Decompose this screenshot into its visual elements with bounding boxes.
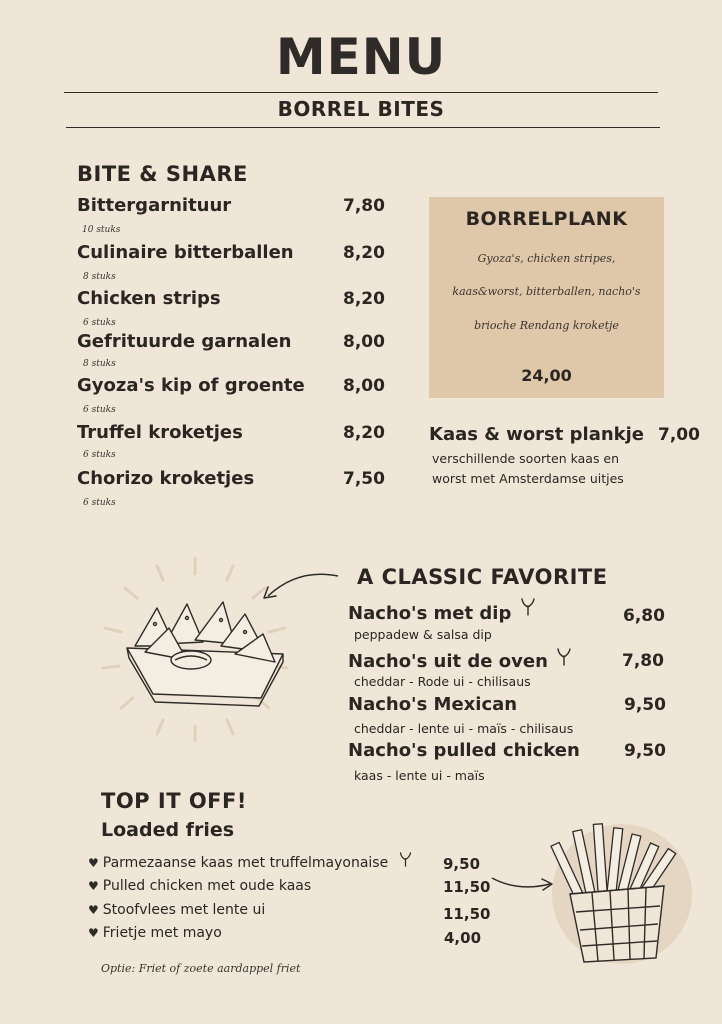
section-heading-bite-share: BITE & SHARE	[77, 162, 248, 186]
menu-item-note: 8 stuks	[83, 359, 116, 369]
menu-item-price: 7,50	[343, 469, 385, 489]
menu-item-price: 8,00	[343, 376, 385, 396]
list-item	[88, 902, 265, 918]
heart-bullet-icon: ♥	[88, 879, 99, 893]
menu-item-name: Nacho's uit de oven	[348, 651, 548, 672]
vegetarian-sprout-icon	[398, 851, 413, 868]
heart-bullet-icon: ♥	[88, 926, 99, 940]
menu-item-name: Truffel kroketjes	[77, 422, 243, 443]
borrelplank-line: brioche Rendang kroketje	[474, 319, 619, 332]
menu-item-price: 6,80	[623, 606, 665, 626]
menu-item-note: 8 stuks	[83, 272, 116, 282]
page-subtitle: BORREL BITES	[277, 97, 445, 121]
menu-item-desc: peppadew & salsa dip	[354, 627, 492, 642]
list-item-name: Frietje met mayo	[102, 925, 222, 941]
list-item-price: 9,50	[443, 855, 481, 873]
list-item-price: 4,00	[444, 929, 482, 947]
divider-bottom	[66, 127, 660, 128]
kaas-worst-desc: verschillende soorten kaas en	[432, 451, 620, 466]
menu-item-price: 8,20	[343, 423, 385, 443]
kaas-worst-name: Kaas & worst plankje	[429, 424, 645, 445]
fries-basket-illustration	[540, 812, 700, 972]
menu-item-price: 7,80	[622, 651, 664, 671]
divider-top	[64, 92, 658, 93]
kaas-worst-desc: worst met Amsterdamse uitjes	[432, 471, 624, 486]
list-item-price: 11,50	[443, 878, 491, 896]
page-title: MENU	[275, 28, 447, 86]
menu-item-note: 6 stuks	[83, 450, 116, 460]
menu-item-name: Culinaire bitterballen	[77, 242, 294, 263]
menu-item-price: 8,00	[343, 332, 385, 352]
menu-item-name: Chorizo kroketjes	[77, 468, 255, 489]
list-item-name: Parmezaanse kaas met truffelmayonaise	[102, 855, 389, 871]
kaas-worst-price: 7,00	[658, 425, 700, 445]
list-item	[88, 855, 388, 871]
menu-item-name: Gefrituurde garnalen	[77, 331, 292, 352]
curved-arrow-icon	[258, 568, 340, 608]
vegetarian-sprout-icon	[555, 647, 573, 667]
list-item	[88, 925, 222, 941]
menu-item-desc: cheddar - Rode ui - chilisaus	[354, 674, 531, 689]
borrelplank-price: 24,00	[521, 366, 572, 385]
menu-item-note: 6 stuks	[83, 318, 116, 328]
menu-item-note: 6 stuks	[83, 498, 116, 508]
menu-item-price: 9,50	[624, 741, 666, 761]
list-item-name: Pulled chicken met oude kaas	[102, 878, 312, 894]
option-note: Optie: Friet of zoete aardappel friet	[101, 962, 301, 975]
menu-item-price: 7,80	[343, 196, 385, 216]
section-heading-top-it-off: TOP IT OFF!	[101, 789, 247, 813]
menu-item-price: 9,50	[624, 695, 666, 715]
menu-item-note: 6 stuks	[83, 405, 116, 415]
borrelplank-line: Gyoza's, chicken stripes,	[477, 252, 616, 265]
menu-item-note: 10 stuks	[82, 225, 121, 235]
menu-item-name: Nacho's pulled chicken	[348, 740, 580, 761]
menu-item-name: Chicken strips	[77, 288, 221, 309]
menu-item-name: Nacho's Mexican	[348, 694, 518, 715]
section-subheading-loaded-fries: Loaded fries	[101, 819, 235, 841]
menu-item-name: Nacho's met dip	[348, 603, 512, 624]
menu-item-name: Bittergarnituur	[77, 195, 232, 216]
list-item	[88, 878, 311, 894]
menu-item-price: 8,20	[343, 243, 385, 263]
list-item-name: Stoofvlees met lente ui	[102, 902, 266, 918]
menu-item-price: 8,20	[343, 289, 385, 309]
menu-item-desc: kaas - lente ui - maïs	[354, 768, 485, 783]
borrelplank-line: kaas&worst, bitterballen, nacho's	[452, 285, 641, 298]
menu-item-desc: cheddar - lente ui - maïs - chilisaus	[354, 721, 574, 736]
list-item-price: 11,50	[443, 905, 491, 923]
borrelplank-title: BORRELPLANK	[465, 208, 628, 230]
heart-bullet-icon: ♥	[88, 903, 99, 917]
section-heading-classic: A CLASSIC FAVORITE	[357, 565, 608, 589]
heart-bullet-icon: ♥	[88, 856, 99, 870]
vegetarian-sprout-icon	[519, 597, 537, 617]
menu-item-name: Gyoza's kip of groente	[77, 375, 305, 396]
